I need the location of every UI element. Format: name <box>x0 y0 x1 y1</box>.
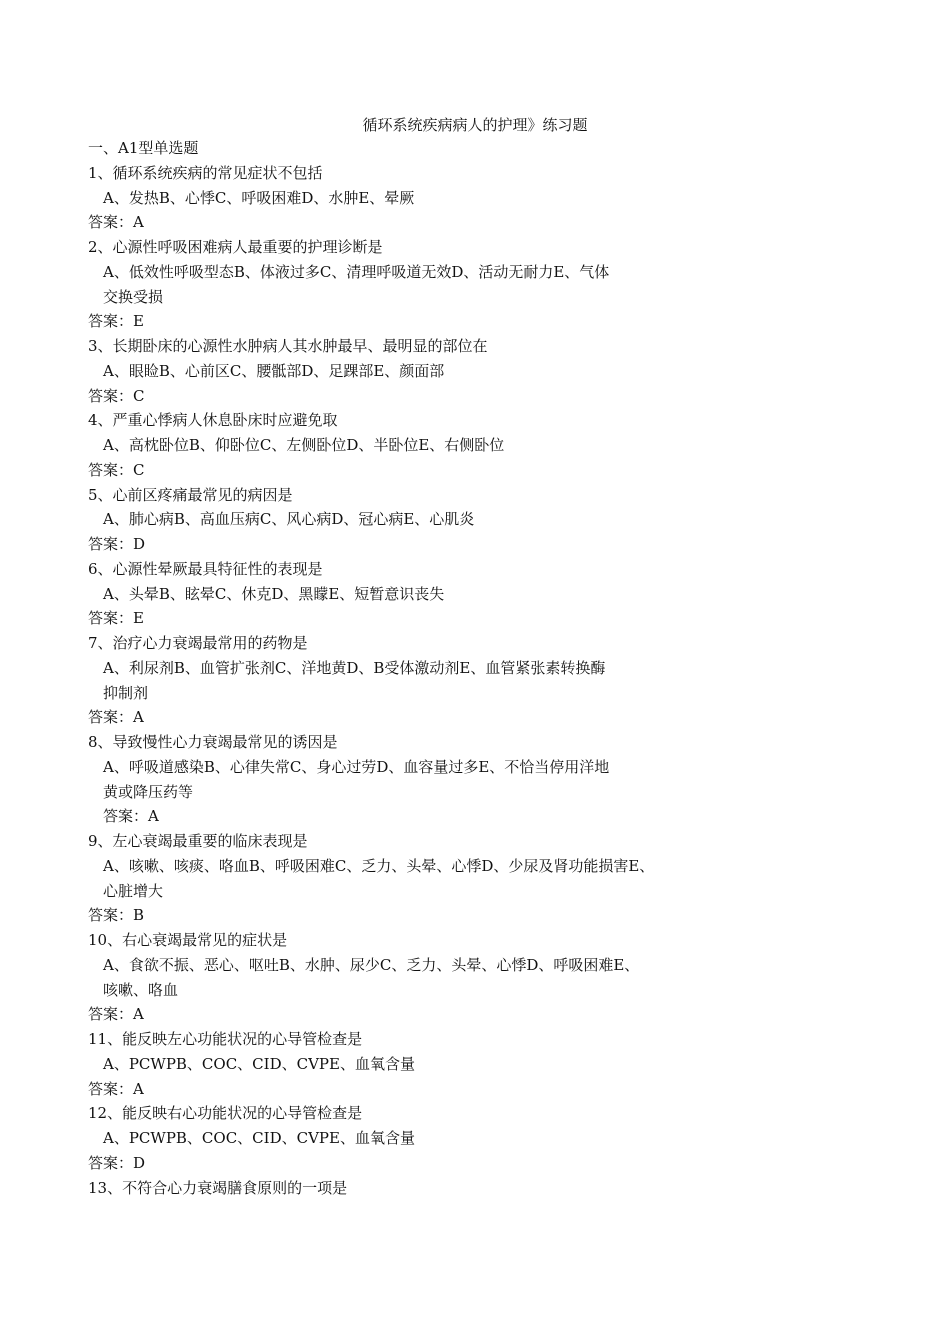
question-list <box>88 136 788 1200</box>
question-options: A、头晕B、眩晕C、休克D、黑矇E、短暂意识丧失 <box>103 584 445 603</box>
question-options: A、利尿剂B、血管扩张剂C、洋地黄D、B受体激动剂E、血管紧张素转换酶 <box>103 658 606 677</box>
question-stem: 2、心源性呼吸困难病人最重要的护理诊断是 <box>88 238 383 256</box>
question-options: A、发热B、心悸C、呼吸困难D、水肿E、晕厥 <box>103 188 415 207</box>
question-answer: 答案：A <box>88 213 144 232</box>
question-options: A、低效性呼吸型态B、体液过多C、清理呼吸道无效D、活动无耐力E、气体 <box>103 262 610 281</box>
section-heading: 一、A1型单选题 <box>88 139 199 157</box>
question-options: A、PCWPB、COC、CID、CVPE、血氧含量 <box>103 1129 415 1147</box>
question-options: 咳嗽、咯血 <box>103 980 179 999</box>
question-stem: 9、左心衰竭最重要的临床表现是 <box>88 832 308 850</box>
question-options: 交换受损 <box>103 287 164 306</box>
question-stem: 12、能反映右心功能状况的心导管检查是 <box>88 1104 363 1123</box>
question-stem: 4、严重心悸病人休息卧床时应避免取 <box>88 411 338 430</box>
question-stem: 8、导致慢性心力衰竭最常见的诱因是 <box>88 733 338 751</box>
question-answer: 答案：D <box>88 1153 146 1172</box>
question-options: A、高枕卧位B、仰卧位C、左侧卧位D、半卧位E、右侧卧位 <box>103 436 505 454</box>
question-options: A、咳嗽、咳痰、咯血B、呼吸困难C、乏力、头晕、心悸D、少尿及肾功能损害E、 <box>103 856 655 875</box>
question-answer: 答案：C <box>88 460 145 479</box>
question-options: A、PCWPB、COC、CID、CVPE、血氧含量 <box>103 1054 415 1073</box>
question-stem: 13、不符合心力衰竭膳食原则的一项是 <box>88 1178 348 1197</box>
question-answer: 答案：A <box>103 807 159 826</box>
question-answer: 答案：B <box>88 906 145 925</box>
question-options: A、肺心病B、高血压病C、风心病D、冠心病E、心肌炎 <box>103 510 475 529</box>
question-stem: 7、治疗心力衰竭最常用的药物是 <box>88 634 308 652</box>
document-title: 循环系统疾病病人的护理》练习题 <box>362 116 588 134</box>
question-options: 抑制剂 <box>103 683 149 702</box>
question-stem: 11、能反映左心功能状况的心导管检查是 <box>88 1030 363 1048</box>
question-answer: 答案：A <box>88 1079 144 1098</box>
question-answer: 答案：A <box>88 708 144 727</box>
question-stem: 6、心源性晕厥最具特征性的表现是 <box>88 559 323 578</box>
question-answer: 答案：E <box>88 312 144 331</box>
question-options: A、食欲不振、恶心、呕吐B、水肿、尿少C、乏力、头晕、心悸D、呼吸困难E、 <box>103 955 640 974</box>
question-stem: 3、长期卧床的心源性水肿病人其水肿最早、最明显的部位在 <box>88 337 488 355</box>
question-answer: 答案：D <box>88 535 146 553</box>
question-answer: 答案：E <box>88 609 144 628</box>
question-stem: 10、右心衰竭最常见的症状是 <box>88 931 288 949</box>
question-answer: 答案：C <box>88 386 145 405</box>
question-options: A、眼睑B、心前区C、腰骶部D、足踝部E、颜面部 <box>103 361 445 380</box>
question-stem: 1、循环系统疾病的常见症状不包括 <box>88 163 323 182</box>
question-answer: 答案：A <box>88 1005 144 1024</box>
question-options: 心脏增大 <box>103 881 164 900</box>
question-options: A、呼吸道感染B、心律失常C、身心过劳D、血容量过多E、不恰当停用洋地 <box>103 757 610 776</box>
question-stem: 5、心前区疼痛最常见的病因是 <box>88 485 293 504</box>
question-options: 黄或降压药等 <box>103 782 194 801</box>
